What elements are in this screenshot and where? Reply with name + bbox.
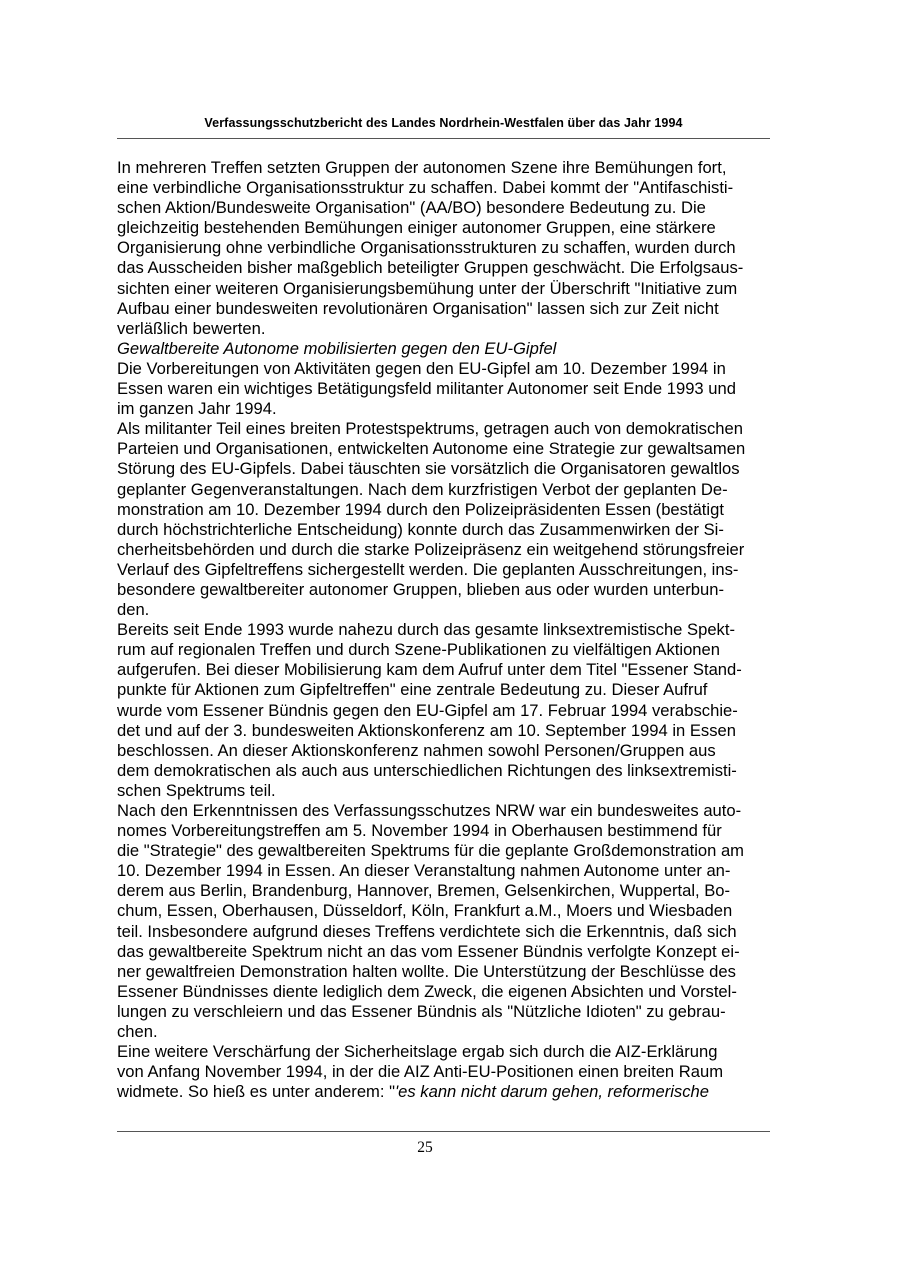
line-text: rum auf regionalen Treffen und durch Szene-Publikationen zu vielfältigen Aktionen bbox=[117, 640, 720, 660]
line-text: punkte für Aktionen zum Gipfeltreffen" eine zentrale Bedeutung zu. Dieser Aufruf bbox=[117, 680, 708, 700]
line-text: gleichzeitig bestehenden Bemühungen einiger autonomer Gruppen, eine stärkere bbox=[117, 218, 716, 238]
text-line bbox=[117, 1022, 781, 1042]
text-line bbox=[117, 580, 781, 600]
line-text: beschlossen. An dieser Aktionskonferenz nahmen sowohl Personen/Gruppen aus bbox=[117, 740, 716, 760]
line-text: Organisierung ohne verbindliche Organisationsstrukturen zu schaffen, wurden durch bbox=[117, 238, 736, 258]
line-text: Störung des EU-Gipfels. Dabei täuschten sie vorsätzlich die Organisatoren gewaltlos bbox=[117, 459, 740, 479]
line-text: widmete. So hieß es unter anderem: " bbox=[117, 1082, 395, 1102]
line-text: Als militanter Teil eines breiten Protestspektrums, getragen auch von demokratischen bbox=[117, 419, 743, 439]
text-line bbox=[117, 299, 781, 319]
text-line bbox=[117, 680, 781, 700]
text-line bbox=[117, 640, 781, 660]
line-text: In mehreren Treffen setzten Gruppen der autonomen Szene ihre Bemühungen fort, bbox=[117, 158, 727, 177]
text-line bbox=[117, 721, 781, 741]
text-line bbox=[117, 821, 781, 841]
line-text: Essener Bündnisses diente lediglich dem Zweck, die eigenen Absichten und Vorstel- bbox=[117, 981, 737, 1001]
line-text: chen. bbox=[117, 1022, 158, 1042]
line-text: Gewaltbereite Autonome mobilisierten gegen den EU-Gipfel bbox=[117, 338, 557, 358]
line-text: Die Vorbereitungen von Aktivitäten gegen den EU-Gipfel am 10. Dezember 1994 in bbox=[117, 358, 726, 378]
line-text: monstration am 10. Dezember 1994 durch den Polizeipräsidenten Essen (bestätigt bbox=[117, 499, 724, 519]
line-text: geplanter Gegenveranstaltungen. Nach dem kurzfristigen Verbot der geplanten De- bbox=[117, 479, 728, 499]
line-text: besondere gewaltbereiter autonomer Gruppen, blieben aus oder wurden unterbun- bbox=[117, 579, 724, 599]
text-line bbox=[117, 660, 781, 680]
section-heading bbox=[117, 339, 781, 359]
text-line bbox=[117, 158, 781, 178]
text-line bbox=[117, 1062, 781, 1082]
line-text: Bereits seit Ende 1993 wurde nahezu durch das gesamte linksextremistische Spekt- bbox=[117, 620, 735, 640]
line-text: Aufbau einer bundesweiten revolutionären Organisation" lassen sich zur Zeit nicht bbox=[117, 298, 719, 318]
text-line bbox=[117, 319, 781, 339]
line-text: verläßlich bewerten. bbox=[117, 318, 266, 338]
text-line bbox=[117, 419, 781, 439]
page-number: 25 bbox=[417, 1139, 433, 1156]
text-line bbox=[117, 459, 781, 479]
line-text: aufgerufen. Bei dieser Mobilisierung kam dem Aufruf unter dem Titel "Essener Stand- bbox=[117, 660, 742, 680]
line-text: lungen zu verschleiern und das Essener Bündnis als "Nützliche Idioten" zu gebrau- bbox=[117, 1001, 726, 1021]
body-text bbox=[117, 158, 781, 1102]
text-line bbox=[117, 500, 781, 520]
text-line bbox=[117, 901, 781, 921]
line-text: das Ausscheiden bisher maßgeblich beteiligter Gruppen geschwächt. Die Erfolgsaus- bbox=[117, 258, 744, 278]
line-text: derem aus Berlin, Brandenburg, Hannover, Bremen, Gelsenkirchen, Wuppertal, Bo- bbox=[117, 881, 731, 901]
line-text: durch höchstrichterliche Entscheidung) konnte durch das Zusammenwirken der Si- bbox=[117, 519, 724, 539]
text-line bbox=[117, 379, 781, 399]
line-text: dem demokratischen als auch aus unterschiedlichen Richtungen des linksextremisti- bbox=[117, 760, 737, 780]
text-line bbox=[117, 520, 781, 540]
text-line bbox=[117, 560, 781, 580]
line-text: nomes Vorbereitungstreffen am 5. November 1994 in Oberhausen bestimmend für bbox=[117, 821, 722, 841]
line-text: det und auf der 3. bundesweiten Aktionskonferenz am 10. September 1994 in Essen bbox=[117, 720, 736, 740]
line-text: Eine weitere Verschärfung der Sicherheitslage ergab sich durch die AIZ-Erklärung bbox=[117, 1042, 718, 1062]
line-text: das gewaltbereite Spektrum nicht an das vom Essener Bündnis verfolgte Konzept ei- bbox=[117, 941, 740, 961]
text-line bbox=[117, 801, 781, 821]
line-text: von Anfang November 1994, in der die AIZ Anti-EU-Positionen einen breiten Raum bbox=[117, 1062, 724, 1082]
text-line bbox=[117, 480, 781, 500]
text-line bbox=[117, 861, 781, 881]
line-text: schen Spektrums teil. bbox=[117, 780, 276, 800]
text-line bbox=[117, 781, 781, 801]
text-line bbox=[117, 962, 781, 982]
text-line bbox=[117, 1082, 781, 1102]
text-line bbox=[117, 841, 781, 861]
line-text: teil. Insbesondere aufgrund dieses Treffens verdichtete sich die Erkenntnis, daß sich bbox=[117, 921, 737, 941]
text-line bbox=[117, 881, 781, 901]
line-text: sichten einer weiteren Organisierungsbemühung unter der Überschrift "Initiative zum bbox=[117, 278, 738, 298]
line-text: Verlauf des Gipfeltreffens sichergestellt werden. Die geplanten Ausschreitungen, ins- bbox=[117, 559, 739, 579]
line-text: 10. Dezember 1994 in Essen. An dieser Veranstaltung nahmen Autonome unter an- bbox=[117, 861, 731, 881]
line-text: wurde vom Essener Bündnis gegen den EU-Gipfel am 17. Februar 1994 verabschie- bbox=[117, 700, 738, 720]
text-line bbox=[117, 1042, 781, 1062]
text-line bbox=[117, 1002, 781, 1022]
text-line bbox=[117, 439, 781, 459]
text-line bbox=[117, 540, 781, 560]
line-text: eine verbindliche Organisationsstruktur zu schaffen. Dabei kommt der "Antifaschisti- bbox=[117, 178, 734, 198]
line-text: chum, Essen, Oberhausen, Düsseldorf, Köln, Frankfurt a.M., Moers und Wiesbaden bbox=[117, 901, 733, 921]
line-text: Parteien und Organisationen, entwickelten Autonome eine Strategie zur gewaltsamen bbox=[117, 439, 746, 459]
text-line bbox=[117, 600, 781, 620]
line-text: im ganzen Jahr 1994. bbox=[117, 399, 277, 419]
text-line bbox=[117, 238, 781, 258]
text-line bbox=[117, 741, 781, 761]
text-line bbox=[117, 701, 781, 721]
text-line bbox=[117, 761, 781, 781]
text-line bbox=[117, 198, 781, 218]
line-text: Essen waren ein wichtiges Betätigungsfeld militanter Autonomer seit Ende 1993 und bbox=[117, 379, 736, 399]
text-line bbox=[117, 279, 781, 299]
text-line bbox=[117, 399, 781, 419]
line-text: die "Strategie" des gewaltbereiten Spektrums für die geplante Großdemonstration am bbox=[117, 841, 745, 861]
running-header: Verfassungsschutzbericht des Landes Nordrhein-Westfalen über das Jahr 1994 bbox=[204, 116, 683, 130]
line-text: Nach den Erkenntnissen des Verfassungsschutzes NRW war ein bundesweites auto- bbox=[117, 801, 742, 820]
text-line bbox=[117, 178, 781, 198]
header-rule bbox=[117, 138, 770, 139]
text-line bbox=[117, 359, 781, 379]
line-text: schen Aktion/Bundesweite Organisation" (AA/BO) besondere Bedeutung zu. Die bbox=[117, 198, 706, 218]
text-line bbox=[117, 922, 781, 942]
footer-rule bbox=[117, 1131, 770, 1132]
text-line bbox=[117, 620, 781, 640]
text-line bbox=[117, 942, 781, 962]
text-line bbox=[117, 218, 781, 238]
line-text: den. bbox=[117, 600, 150, 620]
line-text: cherheitsbehörden und durch die starke Polizeipräsenz ein weitgehend störungsfreier bbox=[117, 539, 745, 559]
italic-quote: 'es kann nicht darum gehen, reformerische bbox=[394, 1082, 709, 1102]
text-line bbox=[117, 982, 781, 1002]
line-text: ner gewaltfreien Demonstration halten wollte. Die Unterstützung der Beschlüsse des bbox=[117, 961, 736, 981]
text-line bbox=[117, 258, 781, 278]
